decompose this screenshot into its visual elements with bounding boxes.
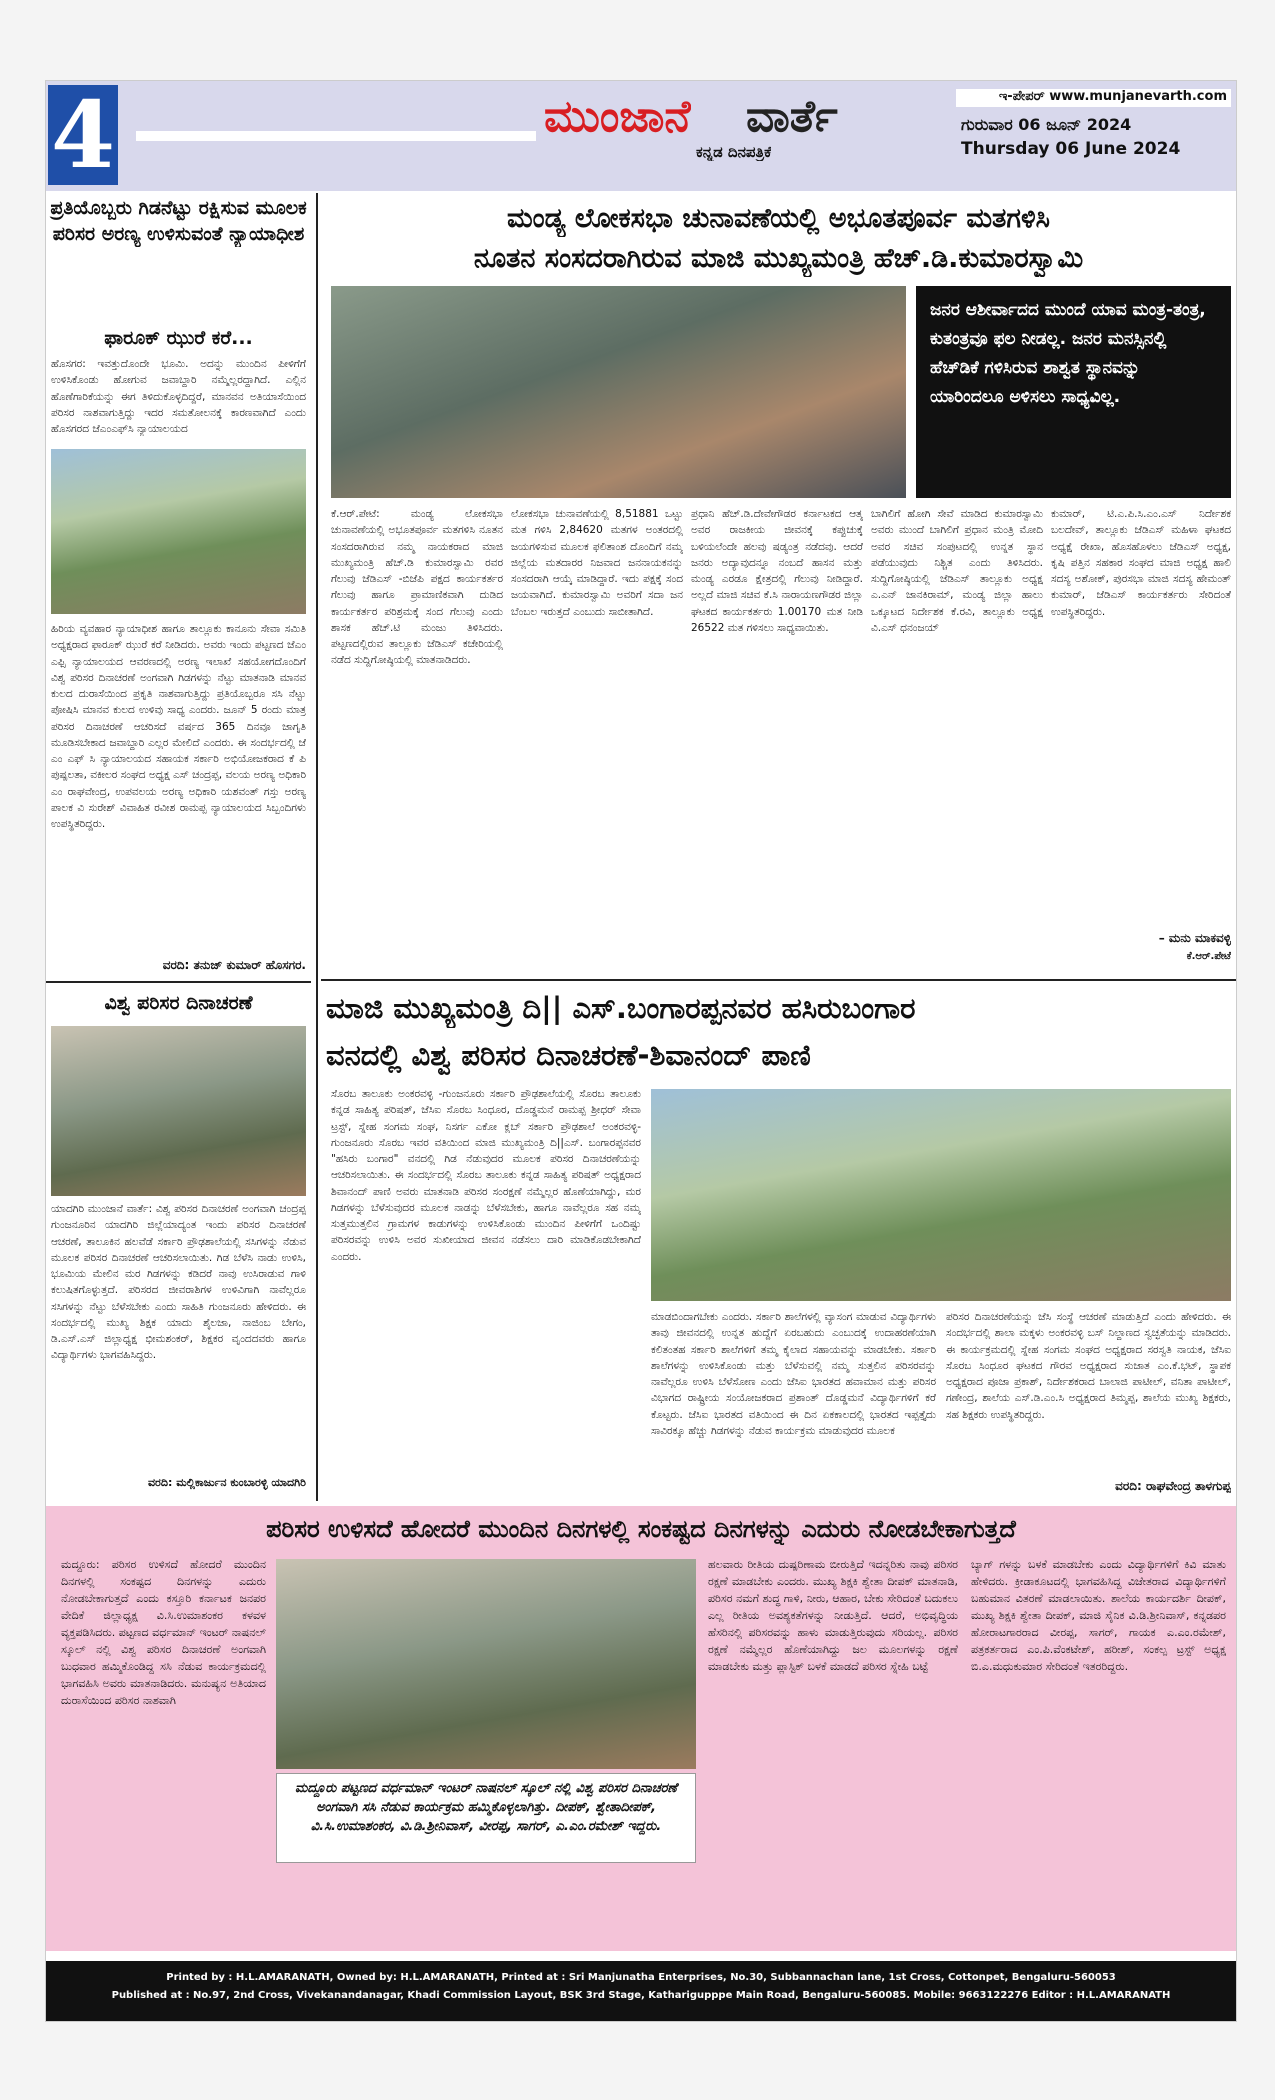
date-kannada: ಗುರುವಾರ 06 ಜೂನ್ 2024 bbox=[961, 115, 1132, 134]
bottom-photo bbox=[276, 1559, 696, 1769]
date-english: Thursday 06 June 2024 bbox=[961, 139, 1181, 159]
second-reporter: ವರದಿ: ರಾಘವೇಂದ್ರ ತಾಳಗುಪ್ಪ bbox=[1115, 1479, 1231, 1493]
bottom-headline: ಪರಿಸರ ಉಳಿಸದೆ ಹೋದರೆ ಮುಂದಿನ ದಿನಗಳಲ್ಲಿ ಸಂಕಷ್ಟದ ದಿನಗಳನ್ನು ಎದುರು ನೋಡಬೇಕಾಗುತ್ತದೆ bbox=[266, 1515, 1016, 1543]
column-divider bbox=[316, 193, 318, 1501]
left-body: ಹಿರಿಯ ವ್ಯವಹಾರ ನ್ಯಾಯಾಧೀಶ ಹಾಗೂ ತಾಲ್ಲೂಕು ಕಾನೂನು ಸೇವಾ ಸಮಿತಿ ಅಧ್ಯಕ್ಷರಾದ ಫಾರೂಕ್ ಝುರೆ ಕರೆ ನೀಡಿದರು. ಅವರು ಇಂದು ಪಟ್ಟಣದ ಜೆಎಂ ಎಫ್ಸಿ ನ್ಯಾಯಾಲಯದ ಆವರಣದಲ್ಲಿ ಅರಣ್ಯ ಇಲಾಖೆ ಸಹಯೋಗದೊಂದಿಗೆ ವಿಶ್ವ ಪರಿಸರ ದಿನಾಚರಣೆ ಅಂಗವಾಗಿ ಗಿಡಗಳನ್ನು ನೆಟ್ಟು ಮಾತನಾಡಿ ಮಾನವ ಕುಲದ ದುರಾಸೆಯಿಂದ ಪ್ರಕೃತಿ ನಾಶವಾಗುತ್ತಿದ್ದು ಪ್ರತಿಯೊಬ್ಬರೂ ಸಸಿ ನೆಟ್ಟು ಪೋಷಿಸಿ ಮಾನವ ಕುಲದ ಉಳಿವು ಸಾಧ್ಯ ಎಂದರು. ಜೂನ್ 5 ರಂದು ಮಾತ್ರ ಪರಿಸರ ದಿನಾಚರಣೆ ಆಚರಿಸದೆ ವರ್ಷದ 365 ದಿನವೂ ಜಾಗೃತಿ ಮೂಡಿಸಬೇಕಾದ ಜವಾಬ್ದಾರಿ ಎಲ್ಲರ ಮೇಲಿದೆ ಎಂದರು. ಈ ಸಂದರ್ಭದಲ್ಲಿ ಜೆ ಎಂ ಎಫ್ ಸಿ ನ್ಯಾಯಾಲಯದ ಸಹಾಯಕ ಸರ್ಕಾರಿ ಅಭಿಯೋಜಕರಾದ ಕೆ ಪಿ ಪುಷ್ಪಲತಾ, ವಕೀಲರ ಸಂಘದ ಅಧ್ಯಕ್ಷ ಎಸ್ ಚಂದ್ರಪ್ಪ, ವಲಯ ಅರಣ್ಯ ಅಧಿಕಾರಿ ಎಂ ರಾಘವೇಂದ್ರ, ಉಪವಲಯ ಅರಣ್ಯ ಅಧಿಕಾರಿ ಯಶವಂತ್ ಗಸ್ತು ಅರಣ್ಯ ಪಾಲಕ ವಿ ಸುರೇಶ್ ವಿವಾಹಿತ ರವೀಶ ರಾಮಪ್ಪ ನ್ಯಾಯಾಲಯದ ಸಿಬ್ಬಂದಿಗಳು ಉಪಸ್ಥಿತರಿದ್ದರು. bbox=[51, 623, 306, 831]
left-photo bbox=[51, 449, 306, 614]
bottom-photo-caption: ಮದ್ದೂರು ಪಟ್ಟಣದ ವರ್ಧಮಾನ್ ಇಂಟರ್ ನಾಷನಲ್ ಸ್ಕೂಲ್ ನಲ್ಲಿ ವಿಶ್ವ ಪರಿಸರ ದಿನಾಚರಣೆ ಅಂಗವಾಗಿ ಸಸಿ ನೆಡುವ ಕಾರ್ಯಕ್ರಮ ಹಮ್ಮಿಕೊಳ್ಳಲಾಗಿತ್ತು. ದೀಪಕ್, ಶ್ವೇತಾದೀಪಕ್, ವಿ.ಸಿ.ಉಮಾಶಂಕರ, ವಿ.ಡಿ.ಶ್ರೀನಿವಾಸ್, ವೀರಪ್ಪ, ಸಾಗರ್, ಎ.ಎಂ.ರಮೇಶ್ ಇದ್ದರು. bbox=[276, 1773, 696, 1863]
imprint-footer bbox=[46, 1961, 1236, 2021]
main-headline-2: ನೂತನ ಸಂಸದರಾಗಿರುವ ಮಾಜಿ ಮುಖ್ಯಮಂತ್ರಿ ಹೆಚ್.ಡಿ.ಕುಮಾರಸ್ವಾಮಿ bbox=[473, 243, 1084, 274]
main-reporter-place: ಕೆ.ಆರ್.ಪೇಟೆ bbox=[1186, 951, 1231, 962]
footer-line-1: Printed by : H.L.AMARANATH, Owned by: H.L.AMARANATH, Printed at : Sri Manjunatha Enterprises, No.30, Subbannachan lane, 1st Cross, Cottonpet, Bengaluru-560053 bbox=[166, 1972, 1116, 1983]
bottom-column-2: ಹಲವಾರು ರೀತಿಯ ದುಷ್ಪರಿಣಾಮ ಬೀರುತ್ತಿದೆ ಇದನ್ನರಿತು ನಾವು ಪರಿಸರ ರಕ್ಷಣೆ ಮಾಡಬೇಕು ಎಂದರು. ಮುಖ್ಯ ಶಿಕ್ಷಕಿ ಶ್ವೇತಾ ದೀಪಕ್ ಮಾತನಾಡಿ, ಪರಿಸರ ನಮಗೆ ಶುದ್ಧ ಗಾಳಿ, ನೀರು, ಆಹಾರ, ಬೇಕು ಸೇರಿದಂತೆ ಬದುಕಲು ಎಲ್ಲ ರೀತಿಯ ಅವಶ್ಯಕತೆಗಳನ್ನು ನೀಡುತ್ತಿದೆ. ಆದರೆ, ಅಭಿವೃದ್ಧಿಯ ಹೆಸರಿನಲ್ಲಿ ಪರಿಸರವನ್ನು ಹಾಳು ಮಾಡುತ್ತಿರುವುದು ಸರಿಯಲ್ಲ. ಪರಿಸರ ರಕ್ಷಣೆ ನಮ್ಮೆಲ್ಲರ ಹೊಣೆಯಾಗಿದ್ದು ಜಲ ಮೂಲಗಳನ್ನು ರಕ್ಷಣೆ ಮಾಡಬೇಕು ಮತ್ತು ಪ್ಲಾಸ್ಟಿಕ್ ಬಳಕೆ ಮಾಡದೆ ಪರಿಸರ ಸ್ನೇಹಿ ಬಟ್ಟೆ bbox=[708, 1558, 958, 1674]
second-column-2: ಮಾಡಬಿಂದಾಗಬೇಕು ಎಂದರು. ಸರ್ಕಾರಿ ಶಾಲೆಗಳಲ್ಲಿ ವ್ಯಾಸಂಗ ಮಾಡುವ ವಿದ್ಯಾರ್ಥಿಗಳು ತಾವು ಜೀವನದಲ್ಲಿ ಉನ್ನತ ಹುದ್ದೆಗೆ ಏರಬಹುದು ಎಂಬುದಕ್ಕೆ ಉದಾಹರಣೆಯಾಗಿ ಕಲಿತಂತಹ ಸರ್ಕಾರಿ ಶಾಲೆಗಳಿಗೆ ತಮ್ಮ ಕೈಲಾದ ಸಹಾಯವನ್ನು ಮಾಡಬೇಕು. ಸರ್ಕಾರಿ ಶಾಲೆಗಳನ್ನು ಉಳಿಸಿಕೊಂಡು ಮತ್ತು ಬೆಳೆಸುವಲ್ಲಿ ನಮ್ಮ ಸುತ್ತಲಿನ ಪರಿಸರವನ್ನು ನಾವೆಲ್ಲರೂ ಉಳಿಸಿ ಬೆಳೆಸೋಣ ಎಂದು ಜೆಸಿಐ ಭಾರತದ ಹವಾಮಾನ ಮತ್ತು ಪರಿಸರ ವಿಭಾಗದ ರಾಷ್ಟ್ರೀಯ ಸಂಯೋಜಕರಾದ ಪ್ರಶಾಂತ್ ದೊಡ್ಡಮನೆ ವಿದ್ಯಾರ್ಥಿಗಳಿಗೆ ಕರೆ ಕೊಟ್ಟರು. ಜೆಸಿಐ ಭಾರತದ ವತಿಯಿಂದ ಈ ದಿನ ಏಕಕಾಲದಲ್ಲಿ ಭಾರತದ ಇಪ್ಪತ್ತೈದು ಸಾವಿರಕ್ಕೂ ಹೆಚ್ಚು ಗಿಡಗಳನ್ನು ನೆಡುವ ಕಾರ್ಯಕ್ರಮ ಮಾಡುವುದರ ಮೂಲಕ bbox=[651, 1311, 936, 1437]
main-column-2: ಲೋಕಸಭಾ ಚುನಾವಣೆಯಲ್ಲಿ 8,51881 ಒಟ್ಟು ಮತ ಗಳಿಸಿ 2,84620 ಮತಗಳ ಅಂತರದಲ್ಲಿ ಜಯಗಳಿಸುವ ಮೂಲಕ ಫಲಿತಾಂಶ ದೊಂದಿಗೆ ನಮ್ಮ ಜಿಲ್ಲೆಯ ಮತದಾರರ ನಿಜವಾದ ಜನನಾಯಕನನ್ನು ಸಂಸದರಾಗಿ ಆಯ್ಕೆ ಮಾಡಿದ್ದಾರೆ. ಇದು ಪಕ್ಷಕ್ಕೆ ಸಂದ ಜಯವಾಗಿದೆ. ಕುಮಾರಸ್ವಾಮಿ ಅವರಿಗೆ ಸದಾ ಜನ ಬೆಂಬಲ ಇರುತ್ತದೆ ಎಂಬುದು ಸಾಬೀತಾಗಿದೆ. bbox=[511, 508, 683, 618]
main-headline-1: ಮಂಡ್ಯ ಲೋಕಸಭಾ ಚುನಾವಣೆಯಲ್ಲಿ ಅಭೂತಪೂರ್ವ ಮತಗಳಿಸಿ bbox=[506, 203, 1051, 234]
second-headline-2: ವನದಲ್ಲಿ ವಿಶ್ವ ಪರಿಸರ ದಿನಾಚರಣೆ-ಶಿವಾನಂದ್ ಪಾಣಿ bbox=[326, 1038, 811, 1072]
divider bbox=[46, 981, 311, 983]
second-headline-1: ಮಾಜಿ ಮುಖ್ಯಮಂತ್ರಿ ದಿ|| ಎಸ್.ಬಂಗಾರಪ್ಪನವರ ಹಸಿರುಬಂಗಾರ bbox=[326, 991, 916, 1025]
left-story2-body: ಯಾದಗಿರಿ ಮುಂಜಾನೆ ವಾರ್ತೆ: ವಿಶ್ವ ಪರಿಸರ ದಿನಾಚರಣೆ ಅಂಗವಾಗಿ ಚಂದ್ರಪ್ಪ ಗುಂಜನೂರಿನ ಯಾದಗಿರಿ ಜಿಲ್ಲೆಯಾದ್ಯಂತ ಇಂದು ಪರಿಸರ ದಿನಾಚರಣೆ ಆಚರಣೆ, ತಾಲೂಕಿನ ಹಲವೆಡೆ ಸರ್ಕಾರಿ ಪ್ರೌಢಶಾಲೆಯಲ್ಲಿ ಸಸಿಗಳನ್ನು ನೆಡುವ ಮೂಲಕ ಪರಿಸರ ದಿನಾಚರಣೆ ಆಚರಿಸಲಾಯಿತು. ಗಿಡ ಬೆಳೆಸಿ ನಾಡು ಉಳಿಸಿ, ಭೂಮಿಯ ಮೇಲಿನ ಮರ ಗಿಡಗಳನ್ನು ಕಡಿದರೆ ನಾವು ಉಸಿರಾಡುವ ಗಾಳಿ ಕಲುಷಿತಗೊಳ್ಳುತ್ತದೆ. ಪರಿಸರದ ಜೀವರಾಶಿಗಳ ಉಳಿವಿಗಾಗಿ ನಾವೆಲ್ಲರೂ ಸಸಿಗಳನ್ನು ನೆಟ್ಟು ಬೆಳೆಸಬೇಕು ಎಂದು ಸಾಹಿತಿ ಗುಂಜನೂರು ಹೇಳಿದರು. ಈ ಸಂದರ್ಭದಲ್ಲಿ ಮುಖ್ಯ ಶಿಕ್ಷಕ ಯಾದು ಶೈಲಜಾ, ನಾಜಿಂಬ ಬೇಗಂ, ಡಿ.ಎಸ್.ಎಸ್ ಜಿಲ್ಲಾಧ್ಯಕ್ಷ ಭೀಮಶಂಕರ್, ಶಿಕ್ಷಕರ ವೃಂದದವರು ಹಾಗೂ ವಿದ್ಯಾರ್ಥಿಗಳು ಭಾಗವಹಿಸಿದ್ದರು. bbox=[51, 1203, 306, 1362]
main-column-1: ಕೆ.ಆರ್.ಪೇಟೆ: ಮಂಡ್ಯ ಲೋಕಸಭಾ ಚುನಾವಣೆಯಲ್ಲಿ ಅಭೂತಪೂರ್ವ ಮತಗಳಿಸಿ ನೂತನ ಸಂಸದರಾಗಿರುವ ನಮ್ಮ ನಾಯಕರಾದ ಮಾಜಿ ಮುಖ್ಯಮಂತ್ರಿ ಹೆಚ್.ಡಿ ಕುಮಾರಸ್ವಾಮಿ ರವರ ಗೆಲುವು ಜೆಡಿಎಸ್ -ಬಿಜೆಪಿ ಪಕ್ಷದ ಕಾರ್ಯಕರ್ತರ ಗೆಲುವು ಹಾಗೂ ಪ್ರಾಮಾಣಿಕವಾಗಿ ದುಡಿದ ಕಾರ್ಯಕರ್ತರ ಪರಿಶ್ರಮಕ್ಕೆ ಸಂದ ಗೆಲುವು ಎಂದು ಶಾಸಕ ಹೆಚ್.ಟಿ ಮಂಜು ತಿಳಿಸಿದರು. ಪಟ್ಟಣದಲ್ಲಿರುವ ತಾಲ್ಲೂಕು ಜೆಡಿಎಸ್ ಕಚೇರಿಯಲ್ಲಿ ನಡೆದ ಸುದ್ದಿಗೋಷ್ಠಿಯಲ್ಲಿ ಮಾತನಾಡಿದರು. bbox=[331, 508, 503, 667]
divider bbox=[321, 979, 1236, 981]
left-story2-headline: ವಿಶ್ವ ಪರಿಸರ ದಿನಾಚರಣೆ bbox=[104, 992, 253, 1014]
page-number: 4 bbox=[48, 85, 118, 185]
logo-title-part2: ವಾರ್ತೆ bbox=[746, 91, 838, 142]
bottom-column-3: ಬ್ಯಾಗ್ ಗಳನ್ನು ಬಳಕೆ ಮಾಡಬೇಕು ಎಂದು ವಿದ್ಯಾರ್ಥಿಗಳಿಗೆ ಕಿವಿ ಮಾತು ಹೇಳಿದರು. ಕ್ರೀಡಾಕೂಟದಲ್ಲಿ ಭಾಗವಹಿಸಿದ್ದ ವಿಜೇತರಾದ ವಿದ್ಯಾರ್ಥಿಗಳಿಗೆ ಬಹುಮಾನ ವಿತರಣೆ ಮಾಡಲಾಯಿತು. ಶಾಲೆಯ ಕಾರ್ಯದರ್ಶಿ ದೀಪಕ್, ಮುಖ್ಯ ಶಿಕ್ಷಕಿ ಶ್ವೇತಾ ದೀಪಕ್, ಮಾಜಿ ಸೈನಿಕ ವಿ.ಡಿ.ಶ್ರೀನಿವಾಸ್, ಕನ್ನಡಪರ ಹೋರಾಟಗಾರರಾದ ವೀರಪ್ಪ, ಸಾಗರ್, ಗಾಯಕ ಎ.ಎಂ.ರಮೇಶ್, ಪತ್ರಕರ್ತರಾದ ಎಂ.ಪಿ.ವೆಂಕಟೇಶ್, ಹರೀಶ್, ಸಂಕಲ್ಪ ಟ್ರಸ್ಟ್ ಅಧ್ಯಕ್ಷ ಬಿ.ಎ.ಮಧುಕುಮಾರ ಸೇರಿದಂತೆ ಇತರರಿದ್ದರು. bbox=[971, 1558, 1226, 1674]
left-reporter: ವರದಿ: ತನುಜ್ ಕುಮಾರ್ ಹೊಸಗರ. bbox=[162, 958, 306, 972]
main-column-5: ಕುಮಾರ್, ಟಿ.ಎ.ಪಿ.ಸಿ.ಎಂ.ಎಸ್ ನಿರ್ದೇಶಕ ಬಲದೇವ್, ತಾಲ್ಲೂಕು ಜೆಡಿಎಸ್ ಮಹಿಳಾ ಘಟಕದ ಅಧ್ಯಕ್ಷೆ ರೇಖಾ, ಹೊಸಹೊಳಲು ಜೆಡಿಎಸ್ ಅಧ್ಯಕ್ಷ, ಕೃಷಿ ಪತ್ತಿನ ಸಹಕಾರ ಸಂಘದ ಮಾಜಿ ಅಧ್ಯಕ್ಷ ಹಾಲಿ ಸದಸ್ಯ ಅಶೋಕ್, ಪುರಸಭಾ ಮಾಜಿ ಸದಸ್ಯ ಹೇಮಂತ್ ಕುಮಾರ್, ಜೆಡಿಎಸ್ ಕಾರ್ಯಕರ್ತರು ಸೇರಿದಂತೆ ಉಪಸ್ಥಿತರಿದ್ದರು. bbox=[1051, 508, 1231, 618]
second-column-1: ಸೊರಬ ತಾಲೂಕು ಅಂಕರವಳ್ಳಿ -ಗುಂಜನೂರು ಸರ್ಕಾರಿ ಪ್ರೌಢಶಾಲೆಯಲ್ಲಿ ಸೊರಬ ತಾಲೂಕು ಕನ್ನಡ ಸಾಹಿತ್ಯ ಪರಿಷತ್, ಜೆಸಿಐ ಸೊರಬ ಸಿಂಧೂರ, ದೊಡ್ಡಮನೆ ರಾಮಪ್ಪ ಶ್ರೀಧರ್ ಸೇವಾ ಟ್ರಸ್ಟ್, ಸ್ನೇಹ ಸಂಗಮ ಸಂಘ, ನಿಸರ್ಗ ಎಕೋ ಕ್ಲಬ್ ಸರ್ಕಾರಿ ಪ್ರೌಢಶಾಲೆ ಅಂಕರವಳ್ಳಿ-ಗುಂಜನೂರು ಸೊರಬ ಇವರ ವತಿಯಿಂದ ಮಾಜಿ ಮುಖ್ಯಮಂತ್ರಿ ದಿ||ಎಸ್. ಬಂಗಾರಪ್ಪನವರ "ಹಸಿರು ಬಂಗಾರ" ವನದಲ್ಲಿ ಗಿಡ ನೆಡುವುದರ ಮೂಲಕ ಪರಿಸರ ದಿನಾಚರಣೆಯನ್ನು ಆಚರಿಸಲಾಯಿತು. ಈ ಸಂದರ್ಭದಲ್ಲಿ ಸೊರಬ ತಾಲೂಕು ಕನ್ನಡ ಸಾಹಿತ್ಯ ಪರಿಷತ್ ಅಧ್ಯಕ್ಷರಾದ ಶಿವಾನಂದ್ ಪಾಣಿ ಅವರು ಮಾತನಾಡಿ ಪರಿಸರ ಸಂರಕ್ಷಣೆ ನಮ್ಮೆಲ್ಲರ ಹೊಣೆಯಾಗಿದ್ದು, ಮರ ಗಿಡಗಳನ್ನು ಬೆಳೆಸುವುದರ ಮೂಲಕ ನಾಡನ್ನು ಬೆಳೆಸಬೇಕು, ಹಾಗೂ ನಾವೆಲ್ಲರೂ ಸಹ ನಮ್ಮ ಸುತ್ತಮುತ್ತಲಿನ ಗ್ರಾಮಗಳ ಕಾಡುಗಳನ್ನು ಉಳಿಸಿಕೊಂಡು ಮುಂದಿನ ಪೀಳಿಗೆಗೆ ಒಂದಿಷ್ಟು ಪರಿಸರವನ್ನು ಉಳಿಸಿ ಅವರ ಸುಖೀಯಾದ ಜೀವನ ನಡೆಸಲು ದಾರಿ ಮಾಡಿಕೊಡಬೇಕಾಗಿದೆ ಎಂದರು. bbox=[331, 1088, 641, 1263]
newspaper-page bbox=[45, 80, 1237, 2022]
left-story2-reporter: ವರದಿ: ಮಲ್ಲಿಕಾರ್ಜುನ ಕುಂಬಾರಳ್ಳಿ ಯಾದಗಿರಿ bbox=[147, 1476, 306, 1489]
main-column-4: ಬಾಗಿಲಿಗೆ ಹೋಗಿ ಸೇವೆ ಮಾಡಿದ ಕುಮಾರಸ್ವಾಮಿ ಅವರು ಮುಂದೆ ಬಾಗಿಲಿಗೆ ಪ್ರಧಾನ ಮಂತ್ರಿ ಮೋದಿ ಅವರ ಸಚಿವ ಸಂಪುಟದಲ್ಲಿ ಉನ್ನತ ಸ್ಥಾನ ಪಡೆಯುವುದು ನಿಶ್ಚಿತ ಎಂದು ತಿಳಿಸಿದರು. ಸುದ್ದಿಗೋಷ್ಠಿಯಲ್ಲಿ ಜೆಡಿಎಸ್ ತಾಲ್ಲೂಕು ಅಧ್ಯಕ್ಷ ಎ.ಎನ್ ಜಾನಕಿರಾಮ್, ಮಂಡ್ಯ ಜಿಲ್ಲಾ ಹಾಲು ಒಕ್ಕೂಟದ ನಿರ್ದೇಶಕ ಕೆ.ರವಿ, ತಾಲ್ಲೂಕು ಅಧ್ಯಕ್ಷ ವಿ.ಎಸ್ ಧನಂಜಯ್ bbox=[871, 508, 1043, 634]
main-quote: ಜನರ ಆಶೀರ್ವಾದದ ಮುಂದೆ ಯಾವ ಮಂತ್ರ-ತಂತ್ರ, ಕುತಂತ್ರವೂ ಫಲ ನೀಡಲ್ಲ. ಜನರ ಮನಸ್ಸಿನಲ್ಲಿ ಹೆಚ್‌ಡಿಕೆ ಗಳಿಸಿರುವ ಶಾಶ್ವತ ಸ್ಥಾನವನ್ನು ಯಾರಿಂದಲೂ ಅಳಿಸಲು ಸಾಧ್ಯವಿಲ್ಲ. bbox=[916, 286, 1231, 498]
left-headline: ಪ್ರತಿಯೊಬ್ಬರು ಗಿಡನೆಟ್ಟು ರಕ್ಷಿಸುವ ಮೂಲಕ ಪರಿಸರ ಅರಣ್ಯ ಉಳಿಸುವಂತೆ ನ್ಯಾಯಾಧೀಶ bbox=[50, 197, 307, 245]
left-intro: ಹೊಸಗರ: ಇವತ್ತುದೊಂದೇ ಭೂಮಿ. ಅದನ್ನು ಮುಂದಿನ ಪೀಳಿಗೆಗೆ ಉಳಿಸಿಕೊಂಡು ಹೋಗುವ ಜವಾಬ್ದಾರಿ ನಮ್ಮೆಲ್ಲರದ್ದಾಗಿದೆ. ಎಲ್ಲಿನ ಹೊಣೆಗಾರಿಕೆಯನ್ನು ಈಗ ತಿಳಿದುಕೊಳ್ಳದಿದ್ದರೆ, ಮಾನವನ ಅತಿಯಾಸೆಯಿಂದ ಪರಿಸರ ನಾಶವಾಗುತ್ತಿದ್ದು ಇದರ ಸಮತೋಲನಕ್ಕೆ ಕಾರಣವಾಗಿದೆ ಎಂದು ಹೊಸಗರದ ಜೆಎಂಎಫ್‌ಸಿ ನ್ಯಾಯಾಲಯದ bbox=[51, 358, 306, 436]
footer-line-2: Published at : No.97, 2nd Cross, Vivekanandanagar, Khadi Commission Layout, BSK 3rd Stage, Katharigupppe Main Road, Bengaluru-560085. Mobile: 9663122276 Editor : H.L.AMARANATH bbox=[111, 1990, 1171, 2001]
masthead-bar bbox=[136, 131, 536, 141]
logo-subtitle: ಕನ್ನಡ ದಿನಪತ್ರಿಕೆ bbox=[696, 143, 772, 161]
second-column-3: ಪರಿಸರ ದಿನಾಚರಣೆಯನ್ನು ಜೆಸಿ ಸಂಸ್ಥೆ ಆಚರಣೆ ಮಾಡುತ್ತಿದೆ ಎಂದು ಹೇಳಿದರು. ಈ ಸಂದರ್ಭದಲ್ಲಿ ಶಾಲಾ ಮಕ್ಕಳು ಅಂಕರವಳ್ಳಿ ಬಸ್ ನಿಲ್ದಾಣದ ಸ್ವಚ್ಛತೆಯನ್ನು ಮಾಡಿದರು. ಈ ಕಾರ್ಯಕ್ರಮದಲ್ಲಿ ಸ್ನೇಹ ಸಂಗಮ ಸಂಘದ ಅಧ್ಯಕ್ಷರಾದ ಸರಸ್ವತಿ ನಾಯಕ, ಜೆಸಿಐ ಸೊರಬ ಸಿಂಧೂರ ಘಟಕದ ಗೌರವ ಅಧ್ಯಕ್ಷರಾದ ಸುಜಾತ ಎಂ.ಕೆ.ಭಟ್, ಸ್ಥಾಪಕ ಅಧ್ಯಕ್ಷರಾದ ಪೂಜಾ ಪ್ರಕಾಶ್, ನಿರ್ದೇಶಕರಾದ ಬಾಲಾಜಿ ಪಾಟೀಲ್, ವನಿತಾ ಪಾಟೀಲ್, ಗಣೇಂದ್ರ, ಶಾಲೆಯ ಎಸ್.ಡಿ.ಎಂ.ಸಿ ಅಧ್ಯಕ್ಷರಾದ ತಿಮ್ಮಪ್ಪ, ಶಾಲೆಯ ಮುಖ್ಯ ಶಿಕ್ಷಕರು, ಸಹ ಶಿಕ್ಷಕರು ಉಪಸ್ಥಿತರಿದ್ದರು. bbox=[946, 1311, 1231, 1421]
left-headline-2: ಫಾರೂಕ್ ಝುರೆ ಕರೆ... bbox=[104, 327, 253, 349]
epaper-link[interactable]: ಇ-ಪೇಪರ್ www.munjanevarth.com bbox=[956, 89, 1231, 107]
main-column-3: ಪ್ರಧಾನಿ ಹೆಚ್.ಡಿ.ದೇವೇಗೌಡರ ಕರ್ನಾಟಕದ ಆತ್ಮ ಅವರ ರಾಜಕೀಯ ಜೀವನಕ್ಕೆ ಕಪ್ಪುಚುಕ್ಕೆ ಬಳಿಯಲೆಂದೇ ಹಲವು ಷಡ್ಯಂತ್ರ ನಡೆದವು. ಆದರೆ ಜನರು ಅದ್ಯಾವುದನ್ನೂ ನಂಬದೆ ಹಾಸನ ಮತ್ತು ಮಂಡ್ಯ ಎರಡೂ ಕ್ಷೇತ್ರದಲ್ಲಿ ಗೆಲುವು ನೀಡಿದ್ದಾರೆ. ಅಲ್ಲದೆ ಮಾಜಿ ಸಚಿವ ಕೆ.ಸಿ ನಾರಾಯಣಗೌಡರ ಜಿಲ್ಲಾ ಘಟಕದ ಕಾರ್ಯಕರ್ತರು 1.00170 ಮತ ನೀಡಿ 26522 ಮತ ಗಳಿಸಲು ಸಾಧ್ಯವಾಯಿತು. bbox=[691, 508, 863, 634]
main-photo bbox=[331, 286, 906, 498]
main-reporter: – ಮನು ಮಾಕವಳ್ಳಿ bbox=[1158, 931, 1231, 945]
bottom-column-1: ಮದ್ದೂರು: ಪರಿಸರ ಉಳಿಸದೆ ಹೋದರೆ ಮುಂದಿನ ದಿನಗಳಲ್ಲಿ ಸಂಕಷ್ಟದ ದಿನಗಳನ್ನು ಎದುರು ನೋಡಬೇಕಾಗುತ್ತದೆ ಎಂದು ಕಸ್ತೂರಿ ಕರ್ನಾಟಕ ಜನಪರ ವೇದಿಕೆ ಜಿಲ್ಲಾಧ್ಯಕ್ಷ ವಿ.ಸಿ.ಉಮಾಶಂಕರ ಕಳವಳ ವ್ಯಕ್ತಪಡಿಸಿದರು. ಪಟ್ಟಣದ ವರ್ಧಮಾನ್ ಇಂಟರ್ ನಾಷನಲ್ ಸ್ಕೂಲ್ ನಲ್ಲಿ ವಿಶ್ವ ಪರಿಸರ ದಿನಾಚರಣೆ ಅಂಗವಾಗಿ ಬುಧವಾರ ಹಮ್ಮಿಕೊಂಡಿದ್ದ ಸಸಿ ನೆಡುವ ಕಾರ್ಯಕ್ರಮದಲ್ಲಿ ಭಾಗವಹಿಸಿ ಅವರು ಮಾತನಾಡಿದರು. ಮನುಷ್ಯನ ಅತಿಯಾದ ದುರಾಸೆಯಿಂದ ಪರಿಸರ ನಾಶವಾಗಿ bbox=[61, 1558, 266, 1708]
second-photo bbox=[651, 1089, 1231, 1301]
left-story2-photo bbox=[51, 1026, 306, 1196]
logo-title-part1: ಮುಂಜಾನೆ bbox=[544, 91, 691, 142]
